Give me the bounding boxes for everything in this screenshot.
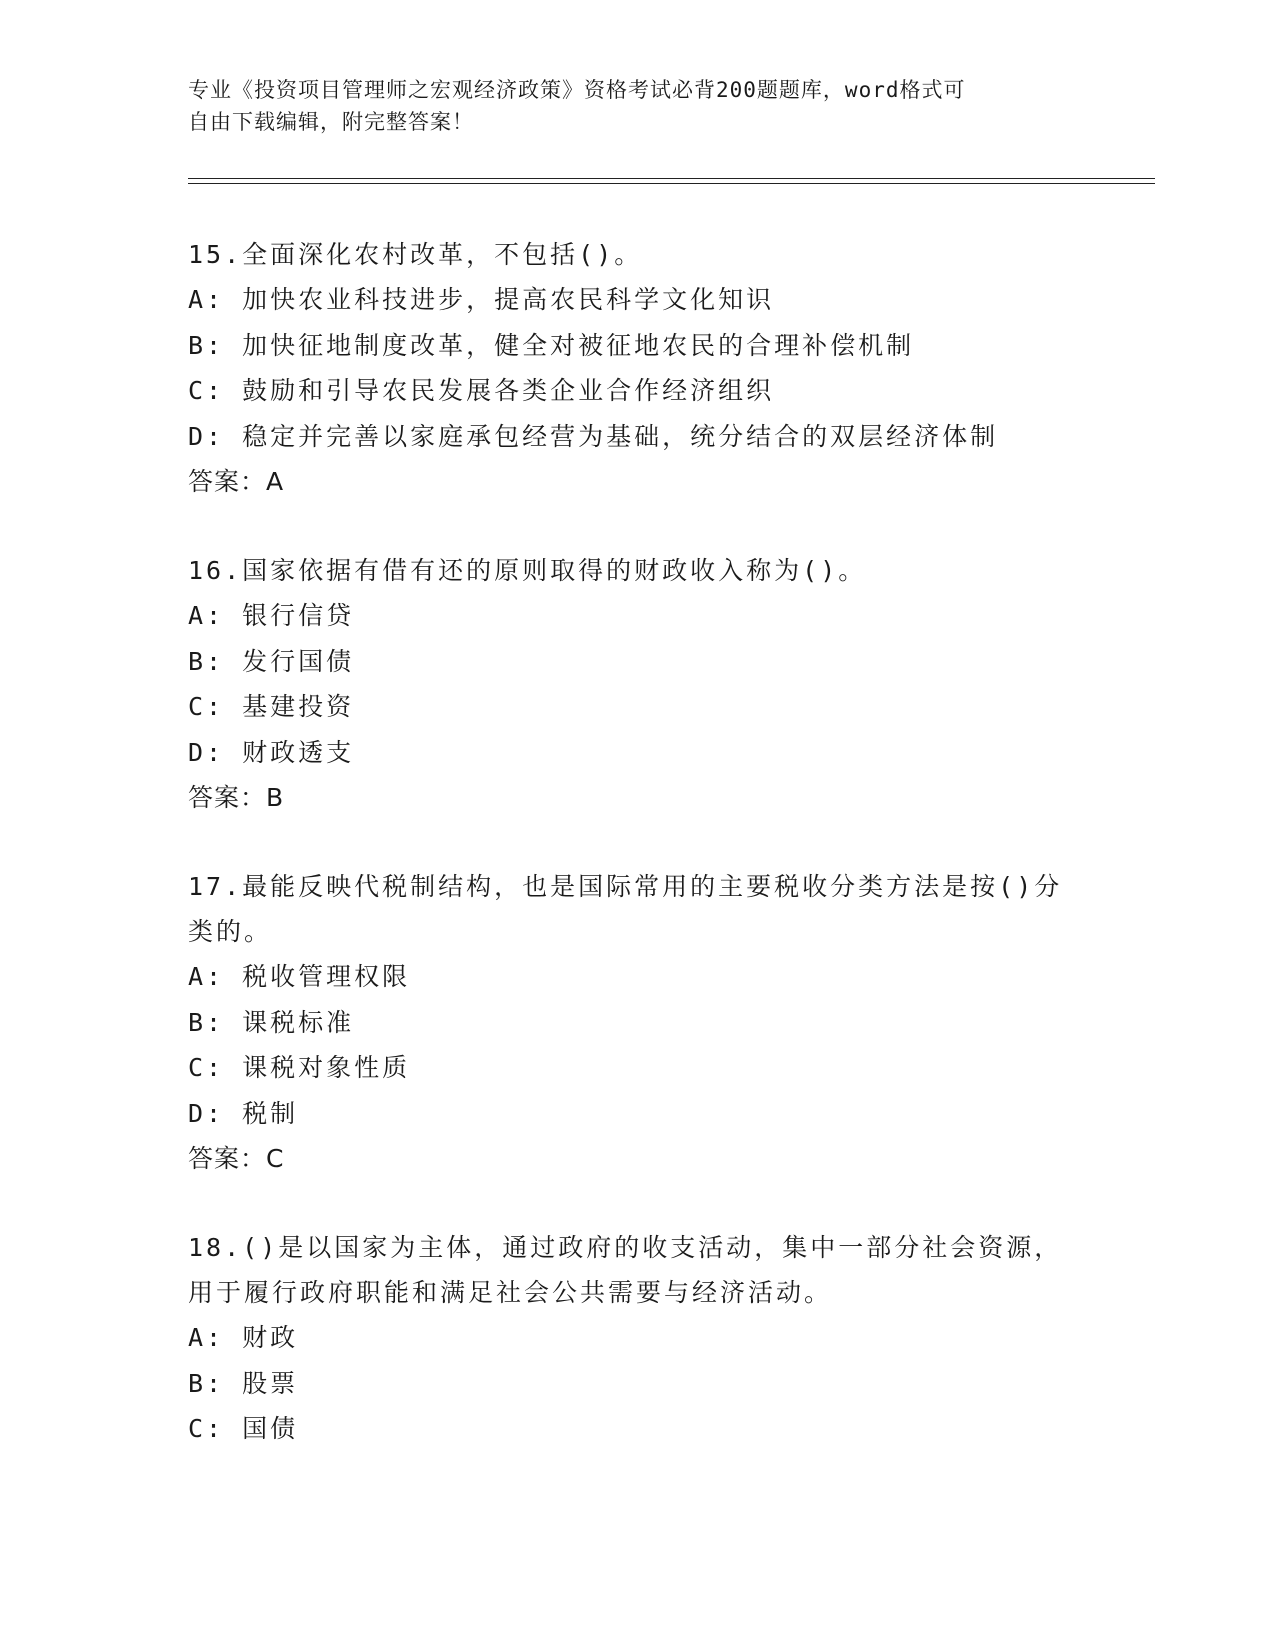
option-b: B: 发行国债 [188, 646, 355, 676]
option-a: A: 加快农业科技进步，提高农民科学文化知识 [188, 285, 775, 314]
option-a: A: 银行信贷 [188, 601, 355, 630]
option-d: D: 税制 [188, 1098, 299, 1128]
option-b: B: 股票 [188, 1368, 299, 1398]
option-b: B: 加快征地制度改革，健全对被征地农民的合理补偿机制 [188, 330, 915, 360]
question-text: 16.国家依据有借有还的原则取得的财政收入称为()。 [188, 556, 867, 585]
option-c: C: 基建投资 [188, 692, 355, 721]
document-header [188, 74, 1088, 138]
header-rule-bottom [188, 183, 1155, 184]
option-a: A: 税收管理权限 [188, 962, 411, 991]
question-16 [188, 548, 1088, 821]
option-c: C: 鼓励和引导农民发展各类企业合作经济组织 [188, 376, 775, 405]
answer-label: 答案：A [188, 467, 285, 496]
question-text: 18.()是以国家为主体，通过政府的收支活动，集中一部分社会资源，用于履行政府职能和满足社会公共需要与经济活动。 [188, 1233, 1063, 1307]
question-15 [188, 232, 1088, 505]
question-text: 17.最能反映代税制结构，也是国际常用的主要税收分类方法是按()分类的。 [188, 872, 1063, 946]
header-line-2: 自由下载编辑，附完整答案！ [188, 110, 474, 134]
question-18 [188, 1225, 1088, 1452]
answer-label: 答案：C [188, 1144, 285, 1173]
question-17 [188, 864, 1088, 1182]
option-d: D: 稳定并完善以家庭承包经营为基础，统分结合的双层经济体制 [188, 421, 999, 451]
question-text: 15.全面深化农村改革，不包括()。 [188, 240, 643, 269]
header-line-1: 专业《投资项目管理师之宏观经济政策》资格考试必背200题题库，word格式可 [188, 78, 966, 102]
option-b: B: 课税标准 [188, 1007, 355, 1037]
answer-label: 答案：B [188, 783, 285, 812]
header-rule-top [188, 178, 1155, 179]
option-c: C: 国债 [188, 1414, 299, 1443]
option-c: C: 课税对象性质 [188, 1053, 411, 1082]
option-a: A: 财政 [188, 1323, 299, 1352]
option-d: D: 财政透支 [188, 737, 355, 767]
